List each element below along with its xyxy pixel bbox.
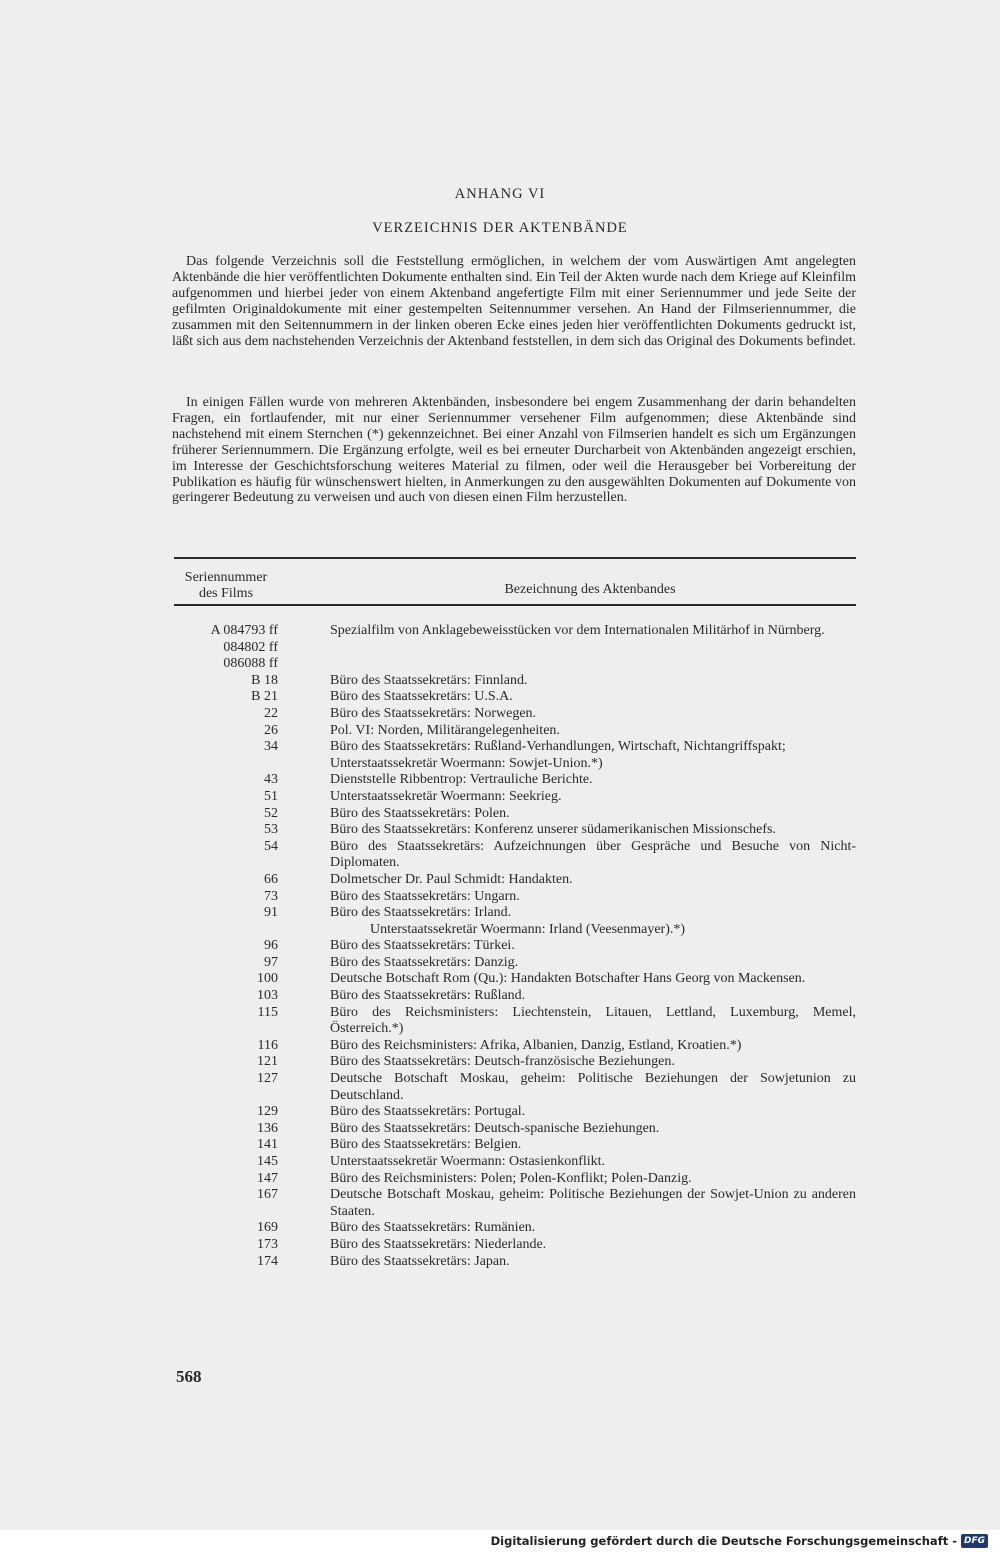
series-number xyxy=(174,673,278,690)
volume-description-text: Büro des Staatssekretärs: Rußland-Verhandlungen, Wirtschaft, Nichtangriffspakt; xyxy=(330,739,786,755)
series-number-line: B 21 xyxy=(251,689,278,705)
dfg-logo: DFG xyxy=(961,1534,988,1548)
volume-description xyxy=(330,623,856,673)
volume-description xyxy=(330,1254,856,1271)
series-number-line: 54 xyxy=(264,838,278,854)
volume-description-text: Büro des Reichsministers: Afrika, Albanien, Danzig, Estland, Kroatien.*) xyxy=(330,1037,742,1053)
series-number xyxy=(174,1254,278,1271)
table-row xyxy=(174,706,856,723)
series-number-line: 34 xyxy=(264,739,278,755)
section-title: VERZEICHNIS DER AKTENBÄNDE xyxy=(372,220,628,236)
volume-description-text: Büro des Staatssekretärs: Konferenz unserer südamerikanischen Missionschefs. xyxy=(330,822,776,838)
series-number-line: 115 xyxy=(257,1004,278,1020)
funding-footer xyxy=(491,1534,988,1548)
volume-description xyxy=(330,1038,856,1055)
table-row xyxy=(174,938,856,955)
volume-description-text: Büro des Staatssekretärs: U.S.A. xyxy=(330,689,513,705)
table-row xyxy=(174,1154,856,1171)
table-row xyxy=(174,872,856,889)
table-top-rule xyxy=(174,557,856,559)
series-number xyxy=(174,839,278,872)
series-number xyxy=(174,1137,278,1154)
volume-description xyxy=(330,723,856,740)
table-row xyxy=(174,822,856,839)
volume-description-text: Deutsche Botschaft Rom (Qu.): Handakten Botschafter Hans Georg von Mackensen. xyxy=(330,971,806,987)
volume-description-text: Dienststelle Ribbentrop: Vertrauliche Berichte. xyxy=(330,772,593,788)
table-row xyxy=(174,1038,856,1055)
series-number-line: 100 xyxy=(257,971,278,987)
volume-description xyxy=(330,889,856,906)
table-row xyxy=(174,839,856,872)
series-number xyxy=(174,905,278,938)
volume-description xyxy=(330,839,856,872)
series-number xyxy=(174,889,278,906)
file-volume-table xyxy=(174,623,856,1270)
table-row xyxy=(174,789,856,806)
series-number xyxy=(174,723,278,740)
volume-description xyxy=(330,789,856,806)
volume-description-text: Deutsche Botschaft Moskau, geheim: Politische Beziehungen der Sowjet-Union zu anderen Staaten. xyxy=(330,1187,856,1219)
series-number xyxy=(174,1187,278,1220)
volume-description-text: Büro des Staatssekretärs: Niederlande. xyxy=(330,1236,547,1252)
intro-paragraph: Das folgende Verzeichnis soll die Feststellung ermöglichen, in welchem der vom Auswärtigen Amt angelegten Aktenbände die hier veröffentlichten Dokumente enthalten sind. Ein Teil der Akten wurde nach dem Kriege auf Kleinfilm aufgenommen und hierbei jeder von einem Aktenband angefertigte Film mit einer Seriennummer und jede Seite der gefilmten Originaldokumente mit einer gestempelten Seitennummer versehen. An Hand der Filmseriennummer, die zusammen mit den Seitennummern in der linken oberen Ecke eines jeden hier veröffentlichten Dokuments gedruckt ist, läßt sich aus dem nachstehenden Verzeichnis der Aktenband feststellen, in dem sich das Original des Dokuments befindet. xyxy=(172,254,857,349)
volume-description xyxy=(330,1005,856,1038)
series-number xyxy=(174,822,278,839)
volume-description xyxy=(330,872,856,889)
volume-description xyxy=(330,938,856,955)
table-row xyxy=(174,772,856,789)
page-number: 568 xyxy=(176,1367,202,1386)
table-row xyxy=(174,1220,856,1237)
volume-description-text: Dolmetscher Dr. Paul Schmidt: Handakten. xyxy=(330,871,573,887)
table-row xyxy=(174,988,856,1005)
series-number-line: 173 xyxy=(257,1236,278,1252)
volume-description xyxy=(330,739,856,772)
volume-description-text: Büro des Reichsministers: Liechtenstein, Litauen, Lettland, Luxemburg, Memel, Österreich.*) xyxy=(330,1004,856,1037)
series-number xyxy=(174,1171,278,1188)
series-number-line: 96 xyxy=(264,938,278,954)
series-number-line: 22 xyxy=(264,705,278,721)
table-row xyxy=(174,1254,856,1271)
volume-description xyxy=(330,1054,856,1071)
intro-paragraph: In einigen Fällen wurde von mehreren Aktenbänden, insbesondere bei engem Zusammenhang der darin behandelten Fragen, ein fortlaufender, mit nur einer Seriennummer versehener Film aufgenommen; diese Aktenbände sind nachstehend mit einem Sternchen (*) gekennzeichnet. Bei einer Anzahl von Filmserien handelt es sich um Ergänzungen früherer Seriennummern. Die Ergänzung erfolgte, weil es bei erneuter Durcharbeit von Aktenbänden angezeigt erschien, im Interesse der Geschichtsforschung weiteres Material zu filmen, oder weil die Herausgeber bei Vorbereitung der Publikation es häufig für wünschenswert hielten, in Anmerkungen zu den ausgewählten Dokumenten auf Dokumente von geringerer Bedeutung zu verweisen und auch von diesen einen Film herzustellen. xyxy=(172,395,856,506)
volume-description xyxy=(330,673,856,690)
column-header-description: Bezeichnung des Aktenbandes xyxy=(504,582,676,597)
table-row xyxy=(174,739,856,772)
volume-description xyxy=(330,905,856,938)
series-number-line: B 18 xyxy=(251,672,278,688)
series-number-line: 127 xyxy=(257,1071,278,1087)
series-number-line: 086088 ff xyxy=(223,656,278,672)
series-number-line: 97 xyxy=(264,954,278,970)
table-row xyxy=(174,1005,856,1038)
volume-description xyxy=(330,1104,856,1121)
series-number xyxy=(174,623,278,673)
volume-description xyxy=(330,1137,856,1154)
series-number-line: 084802 ff xyxy=(223,639,278,655)
series-number xyxy=(174,806,278,823)
volume-description-text: Büro des Staatssekretärs: Rußland. xyxy=(330,988,526,1004)
table-row xyxy=(174,905,856,938)
series-number-line: 103 xyxy=(257,988,278,1004)
series-number-line: 73 xyxy=(264,888,278,904)
table-row xyxy=(174,1137,856,1154)
volume-description-text: Büro des Staatssekretärs: Portugal. xyxy=(330,1104,526,1120)
volume-description-text: Deutsche Botschaft Moskau, geheim: Politische Beziehungen der Sowjetunion zu Deutschland. xyxy=(330,1071,856,1103)
volume-description xyxy=(330,1237,856,1254)
volume-description xyxy=(330,1121,856,1138)
series-number xyxy=(174,1154,278,1171)
series-number-line: 53 xyxy=(264,822,278,838)
series-number xyxy=(174,971,278,988)
table-row xyxy=(174,1171,856,1188)
volume-description-text: Unterstaatssekretär Woermann: Ostasienkonflikt. xyxy=(330,1154,606,1169)
series-number xyxy=(174,988,278,1005)
volume-description-text: Büro des Staatssekretärs: Japan. xyxy=(330,1253,510,1269)
table-row xyxy=(174,723,856,740)
volume-description xyxy=(330,1171,856,1188)
volume-description-text: Unterstaatssekretär Woermann: Seekrieg. xyxy=(330,788,562,804)
volume-description-text: Büro des Staatssekretärs: Deutsch-französische Beziehungen. xyxy=(330,1054,675,1070)
table-row xyxy=(174,1054,856,1071)
volume-description-text: Büro des Staatssekretärs: Finnland. xyxy=(330,672,528,688)
series-number-line: 51 xyxy=(264,788,278,804)
series-number-line: 145 xyxy=(257,1154,278,1169)
series-number-line: 52 xyxy=(264,805,278,821)
volume-description xyxy=(330,971,856,988)
series-number-line: 116 xyxy=(257,1037,278,1053)
table-row xyxy=(174,1237,856,1254)
series-number xyxy=(174,1121,278,1138)
appendix-title: ANHANG VI xyxy=(454,186,546,202)
volume-description xyxy=(330,689,856,706)
volume-description-text: Büro des Staatssekretärs: Irland. xyxy=(330,905,512,921)
volume-description-text: Büro des Staatssekretärs: Belgien. xyxy=(330,1137,522,1153)
series-number xyxy=(174,789,278,806)
volume-sub-description: Unterstaatssekretär Woermann: Irland (Veesenmayer).*) xyxy=(370,921,686,937)
series-number-line: 136 xyxy=(257,1120,278,1136)
volume-description xyxy=(330,1154,856,1171)
volume-description-text: Büro des Staatssekretärs: Türkei. xyxy=(330,938,515,954)
volume-description xyxy=(330,1071,856,1104)
series-number-line: 26 xyxy=(264,722,278,738)
series-number xyxy=(174,1005,278,1038)
series-number xyxy=(174,1220,278,1237)
series-number-line: 66 xyxy=(264,871,278,887)
series-number-line: 147 xyxy=(257,1170,278,1186)
footer-text: Digitalisierung gefördert durch die Deutsche Forschungsgemeinschaft - xyxy=(490,1534,957,1548)
volume-description-text: Pol. VI: Norden, Militärangelegenheiten. xyxy=(330,722,560,738)
table-row xyxy=(174,889,856,906)
series-number-line: 121 xyxy=(257,1054,278,1070)
volume-description xyxy=(330,806,856,823)
series-number xyxy=(174,872,278,889)
volume-description-text: Büro des Staatssekretärs: Aufzeichnungen über Gespräche und Besuche von Nicht-Diplomaten. xyxy=(330,838,856,871)
table-row xyxy=(174,623,856,673)
volume-description xyxy=(330,1220,856,1237)
series-number xyxy=(174,739,278,772)
volume-description xyxy=(330,955,856,972)
volume-description-text: Büro des Reichsministers: Polen; Polen-Konflikt; Polen-Danzig. xyxy=(330,1170,692,1186)
series-number xyxy=(174,1071,278,1104)
volume-description xyxy=(330,772,856,789)
table-row xyxy=(174,689,856,706)
table-row xyxy=(174,1121,856,1138)
series-number-line: 174 xyxy=(257,1253,278,1269)
table-row xyxy=(174,806,856,823)
series-number xyxy=(174,689,278,706)
volume-description-text: Büro des Staatssekretärs: Danzig. xyxy=(330,954,519,970)
table-header-rule xyxy=(174,604,856,606)
series-number-line: 129 xyxy=(257,1104,278,1120)
series-number xyxy=(174,772,278,789)
volume-sub-description: Unterstaatssekretär Woermann: Sowjet-Union.*) xyxy=(330,755,603,771)
series-number-line: 141 xyxy=(257,1137,278,1153)
series-number xyxy=(174,1237,278,1254)
table-row xyxy=(174,971,856,988)
table-row xyxy=(174,955,856,972)
table-row xyxy=(174,1071,856,1104)
series-number-line: 91 xyxy=(264,905,278,921)
volume-description xyxy=(330,822,856,839)
volume-description xyxy=(330,988,856,1005)
table-row xyxy=(174,1187,856,1220)
series-number xyxy=(174,955,278,972)
volume-description xyxy=(330,706,856,723)
table-row xyxy=(174,1104,856,1121)
volume-description xyxy=(330,1187,856,1220)
volume-description-text: Büro des Staatssekretärs: Norwegen. xyxy=(330,705,537,721)
volume-description-text: Büro des Staatssekretärs: Deutsch-spanische Beziehungen. xyxy=(330,1120,660,1136)
series-number-line: 43 xyxy=(264,772,278,788)
volume-description-text: Büro des Staatssekretärs: Rumänien. xyxy=(330,1220,536,1236)
column-header-series-number: Seriennummer des Films xyxy=(184,570,268,601)
series-number xyxy=(174,1038,278,1055)
series-number-line: 169 xyxy=(257,1220,278,1236)
volume-description-text: Büro des Staatssekretärs: Polen. xyxy=(330,805,510,821)
series-number xyxy=(174,1104,278,1121)
series-number xyxy=(174,1054,278,1071)
table-row xyxy=(174,673,856,690)
series-number xyxy=(174,938,278,955)
series-number-line: A 084793 ff xyxy=(210,623,278,638)
series-number-line: 167 xyxy=(257,1187,278,1203)
series-number xyxy=(174,706,278,723)
volume-description-text: Spezialfilm von Anklagebeweisstücken vor dem Internationalen Militärhof in Nürnberg. xyxy=(330,623,825,638)
volume-description-text: Büro des Staatssekretärs: Ungarn. xyxy=(330,888,520,904)
